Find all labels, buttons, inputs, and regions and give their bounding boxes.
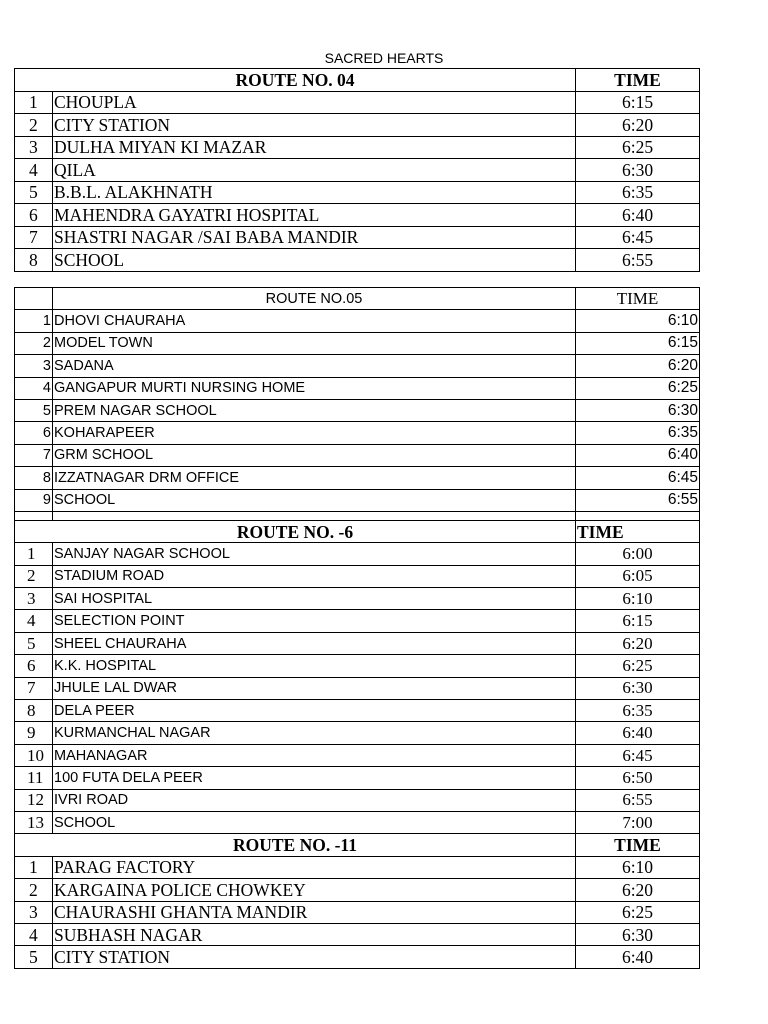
stop-name: SHASTRI NAGAR /SAI BABA MANDIR (53, 226, 576, 249)
stop-time: 6:25 (576, 377, 700, 399)
stop-number: 3 (15, 355, 53, 377)
stop-name: DELA PEER (53, 700, 576, 722)
stop-number: 2 (15, 565, 53, 587)
route-6-title: ROUTE NO. -6 (15, 520, 576, 542)
table-row (15, 355, 700, 377)
stop-number: 4 (15, 377, 53, 399)
table-row (15, 249, 700, 272)
stop-time: 6:45 (576, 467, 700, 489)
stop-name: SCHOOL (53, 489, 576, 511)
stop-name: SHEEL CHAURAHA (53, 632, 576, 654)
stop-time: 7:00 (576, 811, 700, 833)
stop-number: 6 (15, 204, 53, 227)
stop-number: 9 (15, 722, 53, 744)
stop-name: CHAURASHI GHANTA MANDIR (53, 901, 576, 923)
table-row (15, 789, 700, 811)
stop-number: 7 (15, 677, 53, 699)
stop-name: KOHARAPEER (53, 422, 576, 444)
stop-number: 4 (15, 610, 53, 632)
table-row (15, 226, 700, 249)
stop-number: 3 (15, 136, 53, 159)
table-row (15, 811, 700, 833)
stop-number: 4 (15, 159, 53, 182)
stop-name: PREM NAGAR SCHOOL (53, 399, 576, 421)
stop-number: 1 (15, 856, 53, 878)
table-row (15, 610, 700, 632)
stop-name: SELECTION POINT (53, 610, 576, 632)
stop-time: 6:45 (576, 226, 700, 249)
stop-time: 6:00 (576, 543, 700, 565)
table-row (15, 946, 700, 968)
stop-name: SUBHASH NAGAR (53, 923, 576, 945)
stop-time: 6:10 (576, 856, 700, 878)
route-11-header-row (15, 834, 700, 856)
stop-time: 6:25 (576, 655, 700, 677)
stop-time: 6:35 (576, 181, 700, 204)
stop-number: 8 (15, 700, 53, 722)
stop-number: 13 (15, 811, 53, 833)
stop-number: 2 (15, 332, 53, 354)
table-row (15, 181, 700, 204)
table-row (15, 565, 700, 587)
table-row (15, 923, 700, 945)
route-05-time-header: TIME (576, 288, 700, 310)
stop-name: GRM SCHOOL (53, 444, 576, 466)
stop-number: 6 (15, 655, 53, 677)
stop-name: IVRI ROAD (53, 789, 576, 811)
stop-number: 7 (15, 226, 53, 249)
table-row (15, 655, 700, 677)
route-11-time-header: TIME (576, 834, 700, 856)
table-row (15, 856, 700, 878)
stop-number: 2 (15, 879, 53, 901)
table-row (15, 204, 700, 227)
route-04-header-row (15, 69, 700, 92)
table-row (15, 399, 700, 421)
empty-cell (53, 511, 576, 520)
stop-name: QILA (53, 159, 576, 182)
table-row (15, 332, 700, 354)
route-05-header-row (15, 288, 700, 310)
stop-number: 12 (15, 789, 53, 811)
table-row (15, 159, 700, 182)
empty-cell (15, 511, 53, 520)
stop-time: 6:20 (576, 114, 700, 137)
stop-name: PARAG FACTORY (53, 856, 576, 878)
stop-name: IZZATNAGAR DRM OFFICE (53, 467, 576, 489)
stop-time: 6:05 (576, 565, 700, 587)
stop-name: STADIUM ROAD (53, 565, 576, 587)
stop-time: 6:20 (576, 632, 700, 654)
table-row (15, 444, 700, 466)
stop-time: 6:15 (576, 91, 700, 114)
table-row (15, 767, 700, 789)
stop-number: 6 (15, 422, 53, 444)
stop-time: 6:45 (576, 744, 700, 766)
stop-name: DHOVI CHAURAHA (53, 310, 576, 332)
stop-number: 1 (15, 310, 53, 332)
route-11-title: ROUTE NO. -11 (15, 834, 576, 856)
spacer-row (15, 511, 700, 520)
stop-name: 100 FUTA DELA PEER (53, 767, 576, 789)
route-6-header-row (15, 520, 700, 542)
stop-name: KURMANCHAL NAGAR (53, 722, 576, 744)
table-row (15, 377, 700, 399)
stop-number: 5 (15, 632, 53, 654)
empty-cell (576, 511, 700, 520)
stop-number: 5 (15, 181, 53, 204)
stop-name: GANGAPUR MURTI NURSING HOME (53, 377, 576, 399)
stop-time: 6:30 (576, 399, 700, 421)
route-05-title: ROUTE NO.05 (53, 288, 576, 310)
stop-time: 6:55 (576, 249, 700, 272)
stop-name: MAHENDRA GAYATRI HOSPITAL (53, 204, 576, 227)
empty-cell (15, 288, 53, 310)
stop-number: 2 (15, 114, 53, 137)
route-04-title: ROUTE NO. 04 (15, 69, 576, 92)
stop-time: 6:15 (576, 610, 700, 632)
table-row (15, 744, 700, 766)
table-row (15, 588, 700, 610)
stop-time: 6:25 (576, 901, 700, 923)
route-04-table (14, 68, 700, 272)
stop-time: 6:40 (576, 722, 700, 744)
stop-time: 6:35 (576, 700, 700, 722)
stop-time: 6:15 (576, 332, 700, 354)
stop-name: SANJAY NAGAR SCHOOL (53, 543, 576, 565)
stop-name: SCHOOL (53, 811, 576, 833)
stop-time: 6:55 (576, 489, 700, 511)
stop-time: 6:35 (576, 422, 700, 444)
stop-number: 8 (15, 249, 53, 272)
table-row (15, 114, 700, 137)
routes-table (14, 287, 700, 969)
stop-number: 5 (15, 946, 53, 968)
table-row (15, 722, 700, 744)
stop-time: 6:40 (576, 444, 700, 466)
stop-number: 9 (15, 489, 53, 511)
stop-name: SADANA (53, 355, 576, 377)
stop-time: 6:40 (576, 946, 700, 968)
stop-time: 6:30 (576, 923, 700, 945)
route-04-time-header: TIME (576, 69, 700, 92)
stop-name: CITY STATION (53, 946, 576, 968)
stop-time: 6:10 (576, 310, 700, 332)
stop-name: DULHA MIYAN KI MAZAR (53, 136, 576, 159)
stop-time: 6:40 (576, 204, 700, 227)
stop-time: 6:50 (576, 767, 700, 789)
table-row (15, 136, 700, 159)
stop-number: 1 (15, 543, 53, 565)
stop-name: SAI HOSPITAL (53, 588, 576, 610)
stop-name: CITY STATION (53, 114, 576, 137)
table-row (15, 677, 700, 699)
table-row (15, 489, 700, 511)
stop-number: 1 (15, 91, 53, 114)
stop-time: 6:30 (576, 159, 700, 182)
stop-number: 10 (15, 744, 53, 766)
stop-number: 11 (15, 767, 53, 789)
stop-number: 3 (15, 588, 53, 610)
document-title: SACRED HEARTS (324, 50, 444, 66)
stop-number: 3 (15, 901, 53, 923)
table-row (15, 467, 700, 489)
stop-time: 6:55 (576, 789, 700, 811)
stop-name: CHOUPLA (53, 91, 576, 114)
stop-time: 6:20 (576, 355, 700, 377)
stop-name: MAHANAGAR (53, 744, 576, 766)
table-row (15, 543, 700, 565)
stop-time: 6:25 (576, 136, 700, 159)
stop-number: 8 (15, 467, 53, 489)
stop-name: KARGAINA POLICE CHOWKEY (53, 879, 576, 901)
stop-name: MODEL TOWN (53, 332, 576, 354)
table-row (15, 422, 700, 444)
stop-name: SCHOOL (53, 249, 576, 272)
stop-number: 7 (15, 444, 53, 466)
stop-time: 6:20 (576, 879, 700, 901)
table-row (15, 901, 700, 923)
stop-name: B.B.L. ALAKHNATH (53, 181, 576, 204)
table-row (15, 879, 700, 901)
table-row (15, 310, 700, 332)
stop-name: JHULE LAL DWAR (53, 677, 576, 699)
table-row (15, 91, 700, 114)
stop-name: K.K. HOSPITAL (53, 655, 576, 677)
stop-number: 5 (15, 399, 53, 421)
stop-time: 6:30 (576, 677, 700, 699)
table-row (15, 632, 700, 654)
stop-time: 6:10 (576, 588, 700, 610)
route-6-time-header: TIME (576, 520, 700, 542)
table-row (15, 700, 700, 722)
stop-number: 4 (15, 923, 53, 945)
